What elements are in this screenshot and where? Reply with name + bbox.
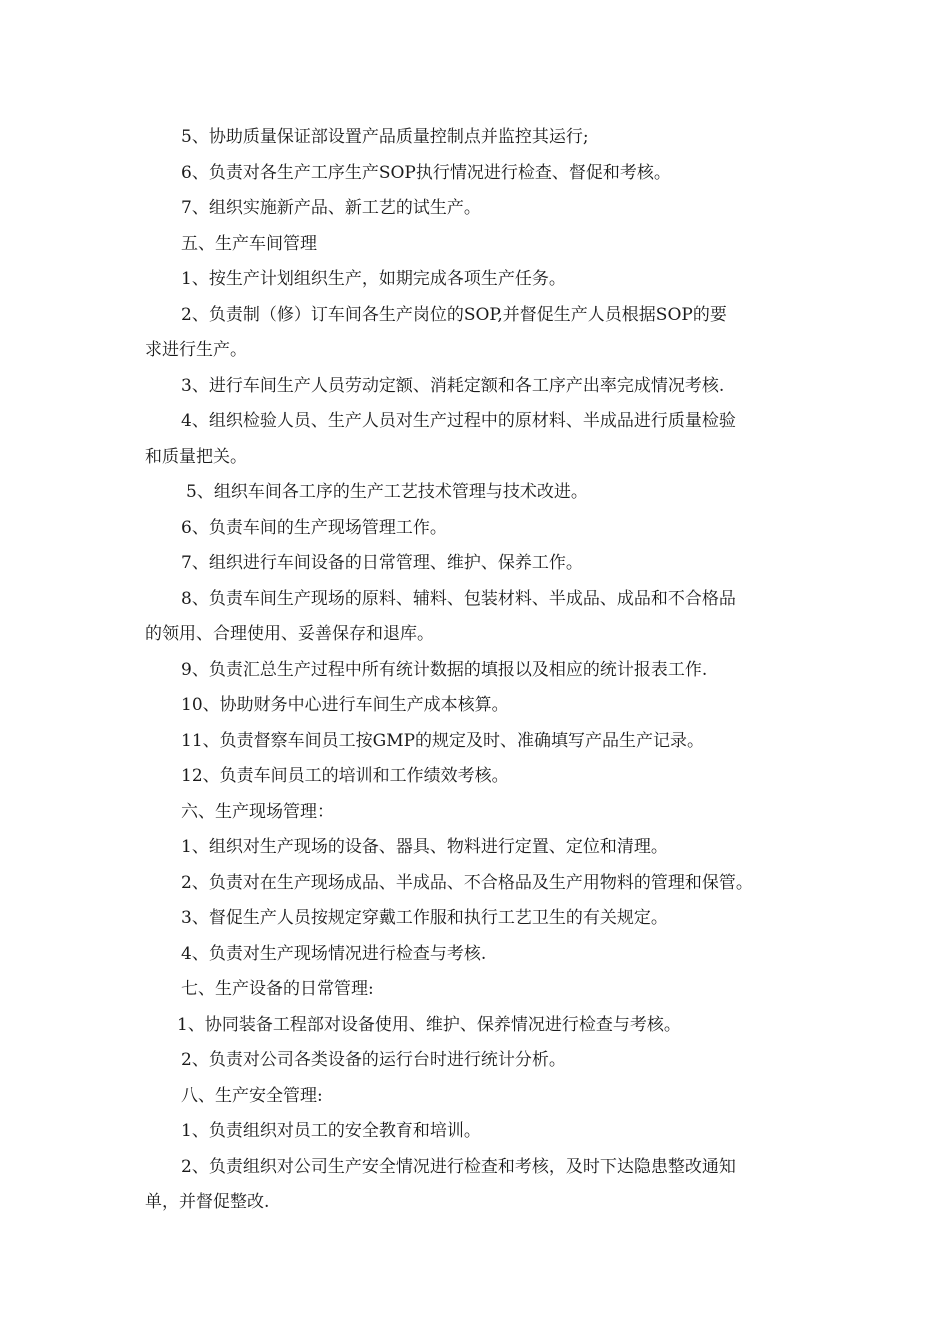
section-heading: 八、生产安全管理: — [181, 1086, 323, 1106]
paragraph-line: 1、组织对生产现场的设备、器具、物料进行定置、定位和清理。 — [181, 837, 668, 857]
paragraph-line: 2、负责对公司各类设备的运行台时进行统计分析。 — [181, 1050, 566, 1070]
paragraph-line: 2、负责对在生产现场成品、半成品、不合格品及生产用物料的管理和保管。 — [181, 873, 753, 893]
paragraph-line: 的领用、合理使用、妥善保存和退库。 — [145, 624, 434, 644]
paragraph-line: 2、负责组织对公司生产安全情况进行检查和考核，及时下达隐患整改通知 — [181, 1157, 736, 1177]
paragraph-line: 2、负责制（修）订车间各生产岗位的SOP,并督促生产人员根据SOP的要 — [181, 305, 727, 325]
paragraph-line: 6、负责对各生产工序生产SOP执行情况进行检查、督促和考核。 — [181, 163, 671, 183]
paragraph-line: 1、协同装备工程部对设备使用、维护、保养情况进行检查与考核。 — [177, 1015, 681, 1035]
paragraph-line: 1、负责组织对员工的安全教育和培训。 — [181, 1121, 481, 1141]
paragraph-line: 和质量把关。 — [145, 447, 247, 467]
paragraph-line: 1、按生产计划组织生产，如期完成各项生产任务。 — [181, 269, 566, 289]
paragraph-line: 4、负责对生产现场情况进行检查与考核. — [181, 944, 487, 964]
paragraph-line: 4、组织检验人员、生产人员对生产过程中的原材料、半成品进行质量检验 — [181, 411, 736, 431]
section-heading: 七、生产设备的日常管理: — [181, 979, 374, 999]
paragraph-line: 11、负责督察车间员工按GMP的规定及时、准确填写产品生产记录。 — [181, 731, 705, 751]
paragraph-line: 5、协助质量保证部设置产品质量控制点并监控其运行; — [181, 127, 589, 147]
paragraph-line: 7、组织进行车间设备的日常管理、维护、保养工作。 — [181, 553, 583, 573]
paragraph-line: 10、协助财务中心进行车间生产成本核算。 — [181, 695, 509, 715]
paragraph-line: 8、负责车间生产现场的原料、辅料、包装材料、半成品、成品和不合格品 — [181, 589, 736, 609]
paragraph-line: 7、组织实施新产品、新工艺的试生产。 — [181, 198, 481, 218]
paragraph-line: 单，并督促整改. — [145, 1192, 270, 1212]
paragraph-line: 求进行生产。 — [145, 340, 247, 360]
paragraph-line: 6、负责车间的生产现场管理工作。 — [181, 518, 447, 538]
paragraph-line: 12、负责车间员工的培训和工作绩效考核。 — [181, 766, 509, 786]
paragraph-line: 3、进行车间生产人员劳动定额、消耗定额和各工序产出率完成情况考核. — [181, 376, 725, 396]
paragraph-line: 9、负责汇总生产过程中所有统计数据的填报以及相应的统计报表工作. — [181, 660, 708, 680]
paragraph-line: 5、组织车间各工序的生产工艺技术管理与技术改进。 — [186, 482, 588, 502]
section-heading: 六、生产现场管理： — [181, 802, 334, 822]
paragraph-line: 3、督促生产人员按规定穿戴工作服和执行工艺卫生的有关规定。 — [181, 908, 668, 928]
section-heading: 五、生产车间管理 — [181, 234, 317, 254]
